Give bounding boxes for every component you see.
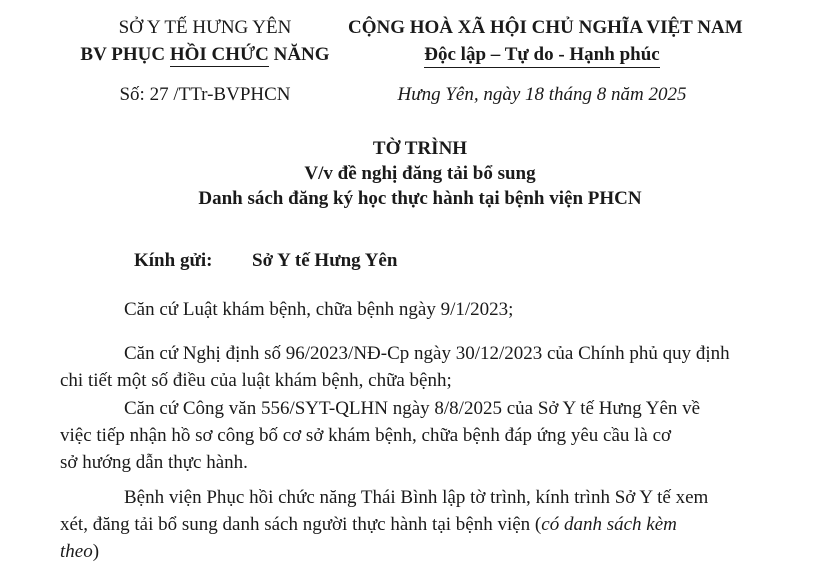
paragraph-2-line1: Căn cứ Nghị định số 96/2023/NĐ-Cp ngày 30/12/2023 của Chính phủ quy định — [124, 343, 730, 364]
paragraph-4-line2-italic: có danh sách kèm — [541, 514, 677, 535]
paragraph-3-line2: việc tiếp nhận hồ sơ công bố cơ sở khám bệnh, chữa bệnh đáp ứng yêu cầu là cơ — [60, 425, 672, 446]
document-subject-line2: Danh sách đăng ký học thực hành tại bệnh viện PHCN — [198, 188, 642, 209]
paragraph-3-line1: Căn cứ Công văn 556/SYT-QLHN ngày 8/8/2025 của Sở Y tế Hưng Yên về — [124, 398, 701, 419]
recipient-value: Sở Y tế Hưng Yên — [252, 250, 398, 271]
paragraph-4-line3-close: ) — [92, 541, 100, 562]
paragraph-request — [60, 484, 780, 565]
paragraph-legal-basis-2 — [60, 340, 780, 394]
paragraph-4-line1: Bệnh viện Phục hồi chức năng Thái Bình lập tờ trình, kính trình Sở Y tế xem — [124, 487, 709, 508]
ministry-name: SỞ Y TẾ HƯNG YÊN — [118, 17, 292, 38]
national-motto-text: Độc lập – Tự do - Hạnh phúc — [424, 44, 659, 68]
recipient-label: Kính gửi: — [134, 250, 213, 271]
national-motto — [348, 44, 736, 66]
paragraph-4-line2-text: xét, đăng tải bổ sung danh sách người thực hành tại bệnh viện ( — [60, 514, 542, 535]
paragraph-3-line3: sở hướng dẫn thực hành. — [60, 452, 248, 473]
paragraph-4-line3 — [60, 538, 780, 565]
hospital-name-underlined: HỒI CHỨC — [169, 44, 269, 65]
paragraph-legal-basis-1 — [60, 296, 780, 323]
document-number: Số: 27 /TTr-BVPHCN — [119, 84, 291, 105]
place-date: Hưng Yên, ngày 18 tháng 8 năm 2025 — [397, 84, 687, 105]
national-title: CỘNG HOÀ XÃ HỘI CHỦ NGHĨA VIỆT NAM — [348, 17, 743, 38]
document-title: TỜ TRÌNH — [372, 138, 468, 159]
paragraph-2-line2: chi tiết một số điều của luật khám bệnh, chữa bệnh; — [60, 370, 452, 391]
hospital-name-prefix: BV PHỤC — [80, 44, 170, 65]
paragraph-1-line1: Căn cứ Luật khám bệnh, chữa bệnh ngày 9/1/2023; — [124, 299, 514, 320]
document-subject-line1: V/v đề nghị đăng tải bổ sung — [304, 163, 536, 184]
hospital-name — [60, 44, 350, 66]
paragraph-4-line3-italic: theo — [60, 541, 93, 562]
paragraph-legal-basis-3 — [60, 395, 780, 476]
paragraph-4-line2 — [60, 511, 780, 538]
hospital-name-suffix: NĂNG — [268, 44, 330, 65]
